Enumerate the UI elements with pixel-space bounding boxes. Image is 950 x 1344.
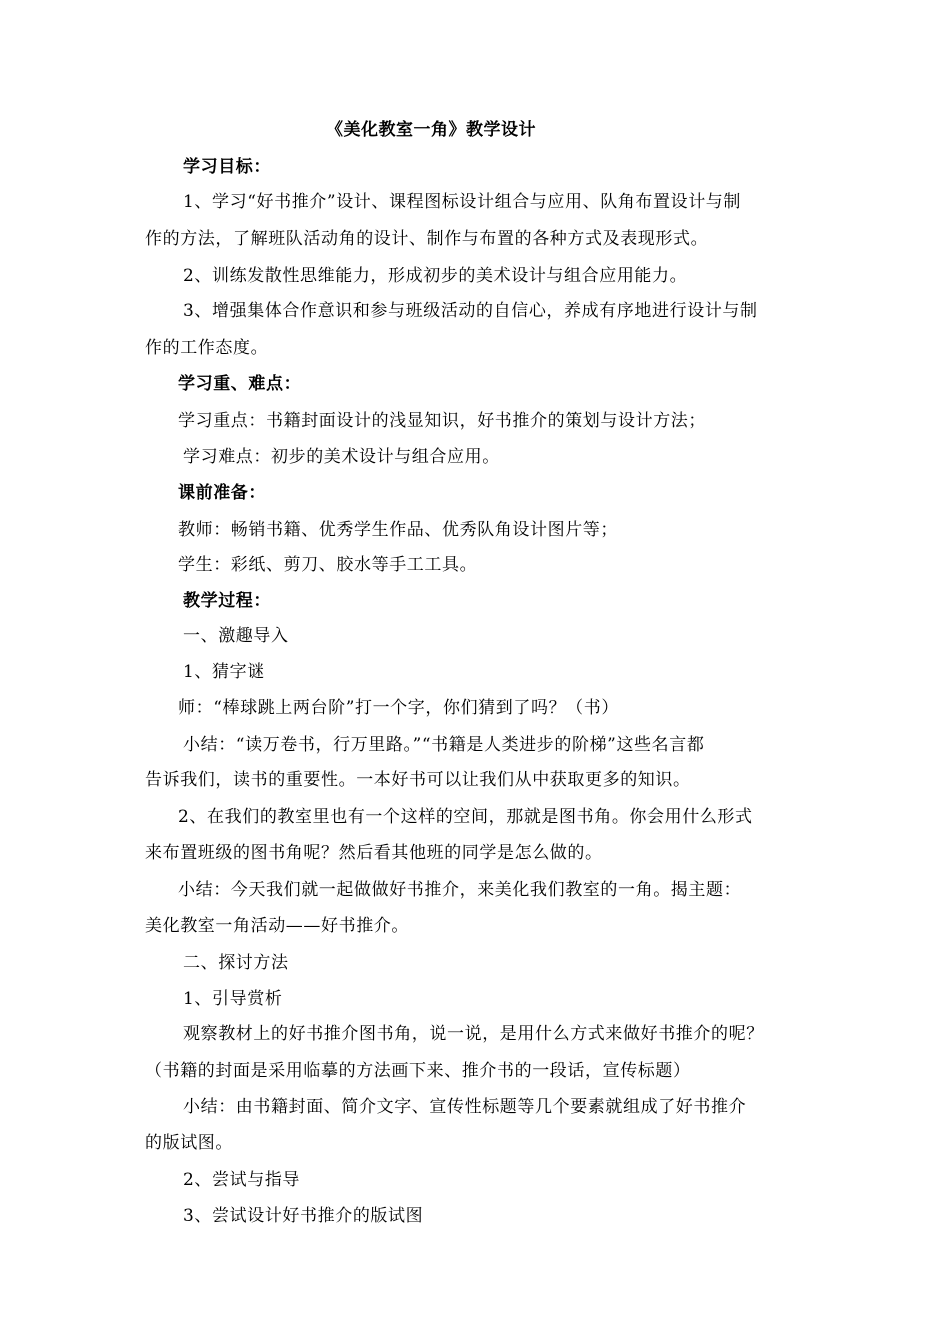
section-2-item-2: 2、尝试与指导 <box>183 1170 301 1190</box>
prep-student: 学生：彩纸、剪刀、胶水等手工工具。 <box>178 555 478 575</box>
process-heading: 教学过程： <box>183 591 271 611</box>
goals-heading: 学习目标： <box>183 157 271 177</box>
goal-2: 2、训练发散性思维能力，形成初步的美术设计与组合应用能力。 <box>183 266 688 286</box>
goal-3-line-1: 3、增强集体合作意识和参与班级活动的自信心，养成有序地进行设计与制 <box>183 301 758 321</box>
document-title: 《美化教室一角》教学设计 <box>326 120 536 140</box>
section-2-item-3: 3、尝试设计好书推介的版试图 <box>183 1206 424 1226</box>
goal-3-line-2: 作的工作态度。 <box>145 338 269 358</box>
difficulty: 学习难点：初步的美术设计与组合应用。 <box>183 447 500 467</box>
section-1-item-2-line-1: 2、在我们的教室里也有一个这样的空间，那就是图书角。你会用什么形式 <box>178 807 753 827</box>
section-1-summary-line-1: 小结：“读万卷书，行万里路。”“书籍是人类进步的阶梯”这些名言都 <box>183 735 705 755</box>
prep-teacher: 教师：畅销书籍、优秀学生作品、优秀队角设计图片等； <box>178 520 618 540</box>
section-1-item-1: 1、猜字谜 <box>183 662 265 682</box>
section-2-summary-line-1: 小结：由书籍封面、简介文字、宣传性标题等几个要素就组成了好书推介 <box>183 1097 747 1117</box>
section-2-summary-line-2: 的版试图。 <box>145 1133 233 1153</box>
section-2-title: 二、探讨方法 <box>183 953 289 973</box>
section-1-title: 一、激趣导入 <box>183 626 289 646</box>
section-1-riddle: 师：“棒球跳上两台阶”打一个字，你们猜到了吗？（书） <box>178 698 619 718</box>
goal-1-line-2: 作的方法，了解班队活动角的设计、制作与布置的各种方式及表现形式。 <box>145 229 709 249</box>
prep-heading: 课前准备： <box>178 483 266 503</box>
section-2-observe-line-1: 观察教材上的好书推介图书角，说一说，是用什么方式来做好书推介的呢？ <box>183 1024 764 1044</box>
section-1-item-2-line-2: 来布置班级的图书角呢？然后看其他班的同学是怎么做的。 <box>145 843 603 863</box>
section-1-summary-2-line-2: 美化教室一角活动——好书推介。 <box>145 916 409 936</box>
keypoints-heading: 学习重、难点： <box>178 374 302 394</box>
key-point: 学习重点：书籍封面设计的浅显知识，好书推介的策划与设计方法； <box>178 411 706 431</box>
section-2-observe-line-2: （书籍的封面是采用临摹的方法画下来、推介书的一段话，宣传标题） <box>145 1061 691 1081</box>
section-1-summary-line-2: 告诉我们，读书的重要性。一本好书可以让我们从中获取更多的知识。 <box>145 770 691 790</box>
section-2-item-1: 1、引导赏析 <box>183 989 283 1009</box>
section-1-summary-2-line-1: 小结：今天我们就一起做做好书推介，来美化我们教室的一角。揭主题： <box>178 880 742 900</box>
goal-1-line-1: 1、学习“好书推介”设计、课程图标设计组合与应用、队角布置设计与制 <box>183 192 741 212</box>
